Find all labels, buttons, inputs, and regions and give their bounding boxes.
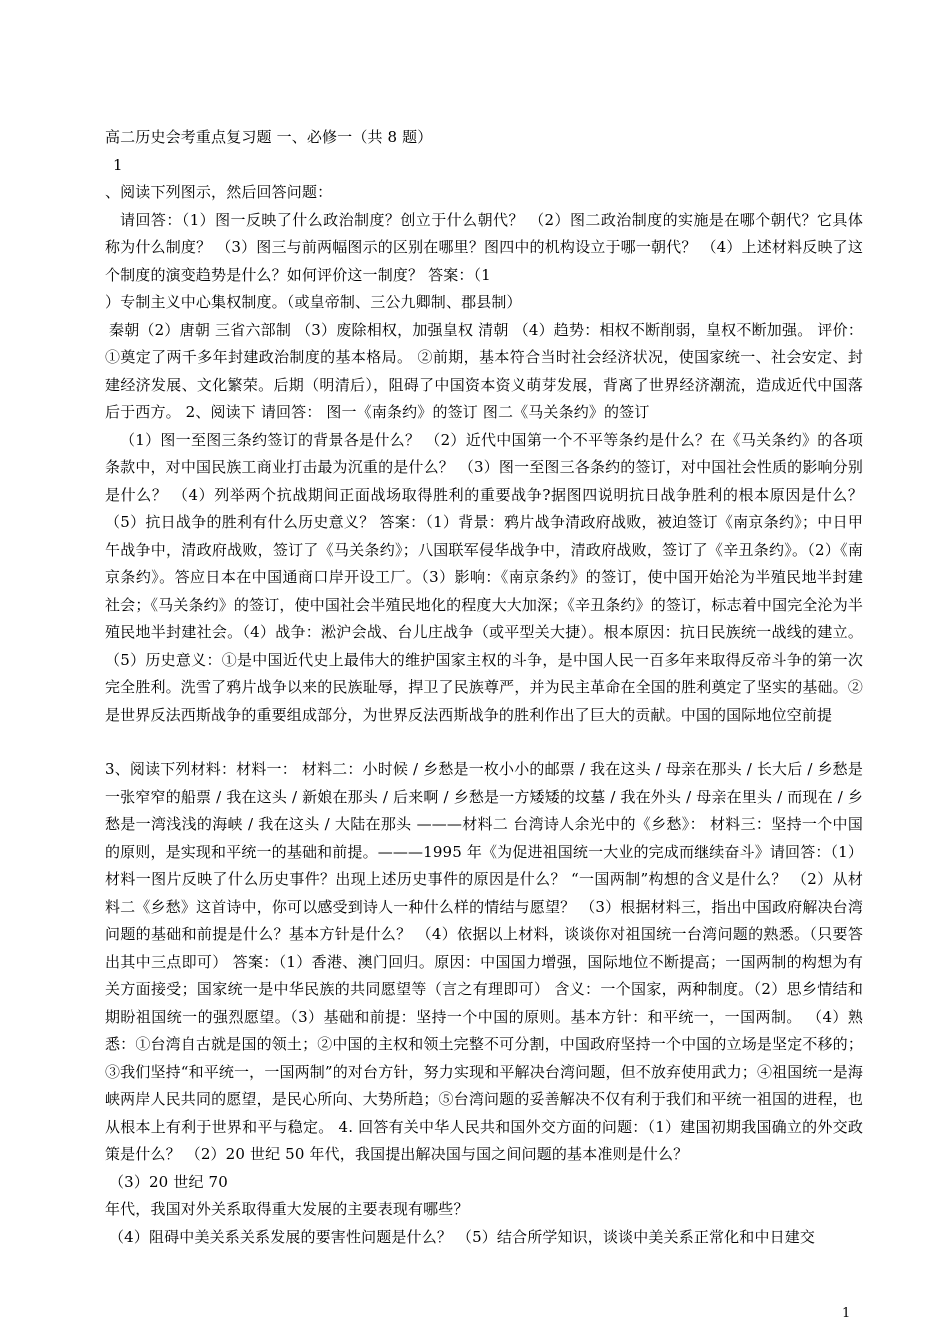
question-1-answer-1: ）专制主义中心集权制度。（或皇帝制、三公九卿制、郡县制） <box>105 293 522 311</box>
question-2-body: （1）图一至图三条约签订的背景各是什么？ （2）近代中国第一个不平等条约是什么？在《马关条约》的各项条款中，对中国民族工商业打击最为沉重的是什么？ （3）图一至图三各条约的签订，对中国社会性质的影响分别是什么？ （4）列举两个抗战期间正面战场取得胜利的重要战争?据图四说明抗日战争胜利的根本原因是什么？ （5）抗日战争的胜利有什么历史意义？ 答案：（1）背景：鸦片战争清政府战败，被迫签订《南京条约》；中日甲午战争中，清政府战败，签订了《马关条约》；八国联军侵华战争中，清政府战败，签订了《辛丑条约》。（2）《南京条约》。答应日本在中国通商口岸开设工厂。（3）影响：《南京条约》的签订，使中国开始沦为半殖民地半封建社会；《马关条约》的签订，使中国社会半殖民地化的程度大大加深；《辛丑条约》的签订，标志着中国完全沦为半殖民地半封建社会。（4）战争：淞沪会战、台儿庄战争（或平型关大捷）。根本原因：抗日民族统一战线的建立。（5）历史意义：①是中国近代史上最伟大的维护国家主权的斗争，是中国人民一百多年来取得反帝斗争的第一次完全胜利。洗雪了鸦片战争以来的民族耻辱，捍卫了民族尊严，并为民主革命在全国的胜利奠定了坚实的基础。②是世界反法西斯战争的重要组成部分，为世界反法西斯战争的胜利作出了巨大的贡献。中国的国际地位空前提 <box>105 430 863 724</box>
question-4-part-3-cont: 年代，我国对外关系取得重大发展的主要表现有哪些？ <box>105 1200 469 1218</box>
question-4-part-4: （4）阻碍中美关系关系发展的要害性问题是什么？ （5）结合所学知识，谈谈中美关系正常化和中日建交 <box>109 1227 816 1246</box>
question-1-prompt: 、阅读下列图示，然后回答问题： <box>105 183 333 201</box>
question-4-part-3: （3）20 世纪 70 <box>109 1172 228 1191</box>
question-1-answer-rest: 秦朝（2）唐朝 三省六部制 （3）废除相权，加强皇权 清朝 （4）趋势：相权不断削弱，皇权不断加强。 评价：①奠定了两千多年封建政治制度的基本格局。 ②前期，基本符合当时社会经济状况，使国家统一、社会安定、封建经济发展、文化繁荣。后期（明清后），阻碍了中国资本资义萌芽发展，背离了世界经济潮流，造成近代中国落后于西方。 2、阅读下 请回答： 图一《南条约》的签订 图二《马关条约》的签订 <box>105 320 863 421</box>
document-body <box>105 124 863 1251</box>
question-number: 1 <box>113 155 123 174</box>
question-3-body: 3、阅读下列材料：材料一： 材料二：小时候 / 乡愁是一枚小小的邮票 / 我在这头 / 母亲在那头 / 长大后 / 乡愁是一张窄窄的船票 / 我在这头 / 新娘在那头 / 后来啊 / 乡愁是一方矮矮的坟墓 / 我在外头 / 母亲在里头 / 而现在 / 乡愁是一湾浅浅的海峡 / 我在这头 / 大陆在那头 ———材料二 台湾诗人余光中的《乡愁》： 材料三：坚持一个中国的原则，是实现和平统一的基础和前提。———1995 年《为促进祖国统一大业的完成而继续奋斗》请回答：（1）材料一图片反映了什么历史事件？出现上述历史事件的原因是什么？ “一国两制”构想的含义是什么？ （2）从材料二《乡愁》这首诗中，你可以感受到诗人一种什么样的情结与愿望？ （3）根据材料三，指出中国政府解决台湾问题的基础和前提是什么？基本方针是什么？ （4）依据以上材料，谈谈你对祖国统一台湾问题的熟悉。（只要答出其中三点即可） 答案：（1）香港、澳门回归。原因：中国国力增强，国际地位不断提高；一国两制的构想为有关方面接受；国家统一是中华民族的共同愿望等（言之有理即可） 含义：一个国家，两种制度。（2）思乡情结和期盼祖国统一的强烈愿望。（3）基础和前提：坚持一个中国的原则。基本方针：和平统一，一国两制。 （4）熟悉：①台湾自古就是国的领土；②中国的主权和领土完整不可分割，中国政府坚持一个中国的立场是坚定不移的；③我们坚持“和平统一，一国两制”的对台方针，努力实现和平解决台湾问题，但不放弃使用武力；④祖国统一是海峡两岸人民共同的愿望，是民心所向、大势所趋；⑤台湾问题的妥善解决不仅有利于我们和平统一祖国的进程，也从根本上有利于世界和平与稳定。 4. 回答有关中华人民共和国外交方面的问题：（1）建国初期我国确立的外交政策是什么？ （2）20 世纪 50 年代，我国提出解决国与国之间问题的基本准则是什么？ <box>105 760 863 1163</box>
paragraph-gap <box>105 729 863 756</box>
document-title: 高二历史会考重点复习题 一、必修一（共 8 题） <box>105 128 433 146</box>
question-1-body: 请回答：（1）图一反映了什么政治制度？创立于什么朝代？ （2）图二政治制度的实施是在哪个朝代？它具体称为什么制度？ （3）图三与前两幅图示的区别在哪里？图四中的机构设立于哪一朝代？ （4）上述材料反映了这个制度的演变趋势是什么？如何评价这一制度？ 答案：（1 <box>105 210 863 284</box>
page-number: 1 <box>842 1306 851 1321</box>
